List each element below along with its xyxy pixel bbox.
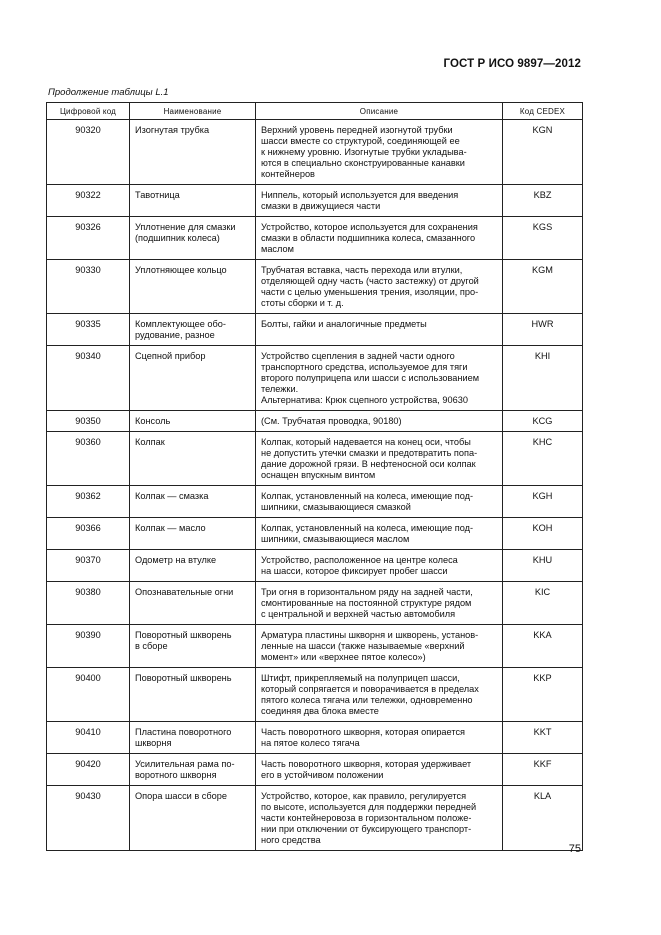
cell-cedex: KIC	[503, 582, 583, 625]
cell-cedex: KLA	[503, 786, 583, 851]
description-line: ленные на шасси (также называемые «верхний	[261, 641, 465, 651]
description-line: момент» или «верхнее пятое колесо»)	[261, 652, 426, 662]
cell-cedex: KHC	[503, 432, 583, 486]
table-header-row	[47, 103, 583, 120]
description-line: стоты сборки и т. д.	[261, 298, 344, 308]
description-line: шасси вместе со структурой, соединяющей ее	[261, 136, 460, 146]
description-line: дание дорожной грязи. В нефтеносной оси колпак	[261, 459, 476, 469]
description-line: смазки в области подшипника колеса, смазанного	[261, 233, 476, 243]
cell-name	[130, 582, 256, 625]
description-line: на шасси, которое фиксирует пробег шасси	[261, 566, 448, 576]
cell-code: 90320	[47, 120, 130, 185]
name-line: Тавотница	[135, 190, 180, 200]
column-header-description: Описание	[256, 103, 503, 120]
description-line: отделяющей одну часть (часто застежку) от другой	[261, 276, 479, 286]
description-line: контейнеров	[261, 169, 315, 179]
cell-name	[130, 786, 256, 851]
description-line: части контейнеровоза в горизонтальном положе-	[261, 813, 472, 823]
description-line: пятого колеса тягача или тележки, одновременно	[261, 695, 473, 705]
cell-name	[130, 185, 256, 217]
cedex-table	[46, 102, 583, 851]
cell-cedex: KKP	[503, 668, 583, 722]
cell-description	[256, 217, 503, 260]
cell-name	[130, 518, 256, 550]
cell-code: 90335	[47, 314, 130, 346]
description-line: Устройство, которое, как правило, регулируется	[261, 791, 467, 801]
description-line: не допустить утечки смазки и предотвратить попа-	[261, 448, 478, 458]
cell-cedex: KKA	[503, 625, 583, 668]
document-header: ГОСТ Р ИСО 9897—2012	[443, 58, 581, 70]
cell-description	[256, 314, 503, 346]
cell-cedex: KGM	[503, 260, 583, 314]
name-line: Уплотнение для смазки	[135, 222, 236, 232]
table-caption: Продолжение таблицы L.1	[48, 87, 169, 98]
description-line: Альтернатива: Крюк сцепного устройства, 90630	[261, 395, 468, 405]
cell-cedex: KHI	[503, 346, 583, 411]
table-row	[47, 625, 583, 668]
cell-cedex: KGH	[503, 486, 583, 518]
description-line: Арматура пластины шкворня и шкворень, установ-	[261, 630, 479, 640]
table-row	[47, 550, 583, 582]
name-line: Колпак — масло	[135, 523, 206, 533]
description-line: тележки.	[261, 384, 299, 394]
column-header-name: Наименование	[130, 103, 256, 120]
description-line: Трубчатая вставка, часть перехода или втулки,	[261, 265, 463, 275]
description-line: Колпак, установленный на колеса, имеющие под-	[261, 491, 474, 501]
description-line: второго полуприцепа или шасси с использованием	[261, 373, 480, 383]
name-line: Уплотняющее кольцо	[135, 265, 227, 275]
cell-code: 90370	[47, 550, 130, 582]
cell-description	[256, 432, 503, 486]
cell-cedex: KKT	[503, 722, 583, 754]
description-line: транспортного средства, используемое для тяги	[261, 362, 468, 372]
description-line: его в устойчивом положении	[261, 770, 384, 780]
table-row	[47, 668, 583, 722]
cell-name	[130, 217, 256, 260]
cell-code: 90340	[47, 346, 130, 411]
description-line: маслом	[261, 244, 294, 254]
cell-description	[256, 346, 503, 411]
description-line: Болты, гайки и аналогичные предметы	[261, 319, 427, 329]
description-line: Часть поворотного шкворня, которая удерживает	[261, 759, 472, 769]
description-line: к нижнему уровню. Изогнутые трубки укладыва-	[261, 147, 467, 157]
table-row	[47, 217, 583, 260]
cell-description	[256, 625, 503, 668]
table-row	[47, 722, 583, 754]
cell-code: 90400	[47, 668, 130, 722]
name-line: Сцепной прибор	[135, 351, 206, 361]
table-row	[47, 314, 583, 346]
description-line: соединяя два блока вместе	[261, 706, 379, 716]
cell-name	[130, 754, 256, 786]
page-number: 75	[568, 843, 581, 855]
description-line: с центральной и верхней частью автомобиля	[261, 609, 456, 619]
cell-cedex: KHU	[503, 550, 583, 582]
description-line: Штифт, прикрепляемый на полуприцеп шасси,	[261, 673, 460, 683]
cell-description	[256, 486, 503, 518]
description-line: Часть поворотного шкворня, которая опирается	[261, 727, 466, 737]
description-line: (См. Трубчатая проводка, 90180)	[261, 416, 402, 426]
cell-cedex: HWR	[503, 314, 583, 346]
cell-code: 90366	[47, 518, 130, 550]
cell-description	[256, 260, 503, 314]
name-line: Усилительная рама по-	[135, 759, 235, 769]
cell-name	[130, 411, 256, 432]
cell-name	[130, 625, 256, 668]
cell-name	[130, 346, 256, 411]
description-line: оснащен впускным винтом	[261, 470, 376, 480]
name-line: Изогнутая трубка	[135, 125, 210, 135]
name-line: воротного шкворня	[135, 770, 217, 780]
description-line: ются в специально сконструированные канавки	[261, 158, 465, 168]
description-line: по высоте, используется для поддержки передней	[261, 802, 477, 812]
description-line: части с целью уменьшения трения, изоляции, про-	[261, 287, 479, 297]
cell-code: 90326	[47, 217, 130, 260]
cell-description	[256, 185, 503, 217]
description-line: Колпак, установленный на колеса, имеющие под-	[261, 523, 474, 533]
table-row	[47, 411, 583, 432]
cell-code: 90420	[47, 754, 130, 786]
cell-description	[256, 582, 503, 625]
cell-cedex: KBZ	[503, 185, 583, 217]
name-line: (подшипник колеса)	[135, 233, 220, 243]
cell-code: 90350	[47, 411, 130, 432]
cell-description	[256, 668, 503, 722]
table-row	[47, 486, 583, 518]
name-line: Консоль	[135, 416, 171, 426]
cell-description	[256, 411, 503, 432]
name-line: шкворня	[135, 738, 172, 748]
name-line: Пластина поворотного	[135, 727, 232, 737]
name-line: в сборе	[135, 641, 168, 651]
name-line: Опора шасси в сборе	[135, 791, 227, 801]
description-line: нии при отключении от буксирующего транспорт-	[261, 824, 472, 834]
cell-cedex: KOH	[503, 518, 583, 550]
cell-code: 90410	[47, 722, 130, 754]
description-line: Устройство, которое используется для сохранения	[261, 222, 478, 232]
name-line: рудование, разное	[135, 330, 215, 340]
description-line: Верхний уровень передней изогнутой трубки	[261, 125, 453, 135]
cell-code: 90360	[47, 432, 130, 486]
table-row	[47, 754, 583, 786]
description-line: на пятое колесо тягача	[261, 738, 360, 748]
cell-code: 90330	[47, 260, 130, 314]
description-line: шипники, смазывающиеся маслом	[261, 534, 410, 544]
table-row	[47, 432, 583, 486]
table-row	[47, 120, 583, 185]
description-line: шипники, смазывающиеся смазкой	[261, 502, 411, 512]
cell-description	[256, 518, 503, 550]
name-line: Поворотный шкворень	[135, 630, 232, 640]
description-line: Три огня в горизонтальном ряду на задней части,	[261, 587, 473, 597]
cell-name	[130, 668, 256, 722]
table-row	[47, 786, 583, 851]
cell-cedex: KCG	[503, 411, 583, 432]
cell-name	[130, 550, 256, 582]
cell-description	[256, 754, 503, 786]
cell-name	[130, 260, 256, 314]
cell-description	[256, 120, 503, 185]
description-line: Устройство, расположенное на центре колеса	[261, 555, 458, 565]
cell-description	[256, 786, 503, 851]
cell-cedex: KGN	[503, 120, 583, 185]
description-line: Устройство сцепления в задней части одного	[261, 351, 455, 361]
cell-code: 90380	[47, 582, 130, 625]
name-line: Колпак	[135, 437, 165, 447]
column-header-code: Цифровой код	[47, 103, 130, 120]
cell-name	[130, 486, 256, 518]
description-line: Колпак, который надевается на конец оси, чтобы	[261, 437, 471, 447]
cell-description	[256, 722, 503, 754]
description-line: ного средства	[261, 835, 321, 845]
cell-name	[130, 432, 256, 486]
column-header-cedex: Код CEDEX	[503, 103, 583, 120]
table-row	[47, 260, 583, 314]
cell-cedex: KGS	[503, 217, 583, 260]
name-line: Поворотный шкворень	[135, 673, 232, 683]
description-line: смазки в движущиеся части	[261, 201, 381, 211]
cell-name	[130, 314, 256, 346]
description-line: смонтированные на постоянной структуре рядом	[261, 598, 472, 608]
cell-name	[130, 722, 256, 754]
table-row	[47, 518, 583, 550]
cell-name	[130, 120, 256, 185]
cell-description	[256, 550, 503, 582]
table-row	[47, 582, 583, 625]
description-line: который сопрягается и поворачивается в пределах	[261, 684, 479, 694]
description-line: Ниппель, который используется для введения	[261, 190, 459, 200]
name-line: Опознавательные огни	[135, 587, 234, 597]
cell-code: 90322	[47, 185, 130, 217]
cell-cedex: KKF	[503, 754, 583, 786]
cell-code: 90390	[47, 625, 130, 668]
cell-code: 90362	[47, 486, 130, 518]
cell-code: 90430	[47, 786, 130, 851]
name-line: Колпак — смазка	[135, 491, 209, 501]
table-row	[47, 346, 583, 411]
table-row	[47, 185, 583, 217]
name-line: Одометр на втулке	[135, 555, 217, 565]
name-line: Комплектующее обо-	[135, 319, 226, 329]
